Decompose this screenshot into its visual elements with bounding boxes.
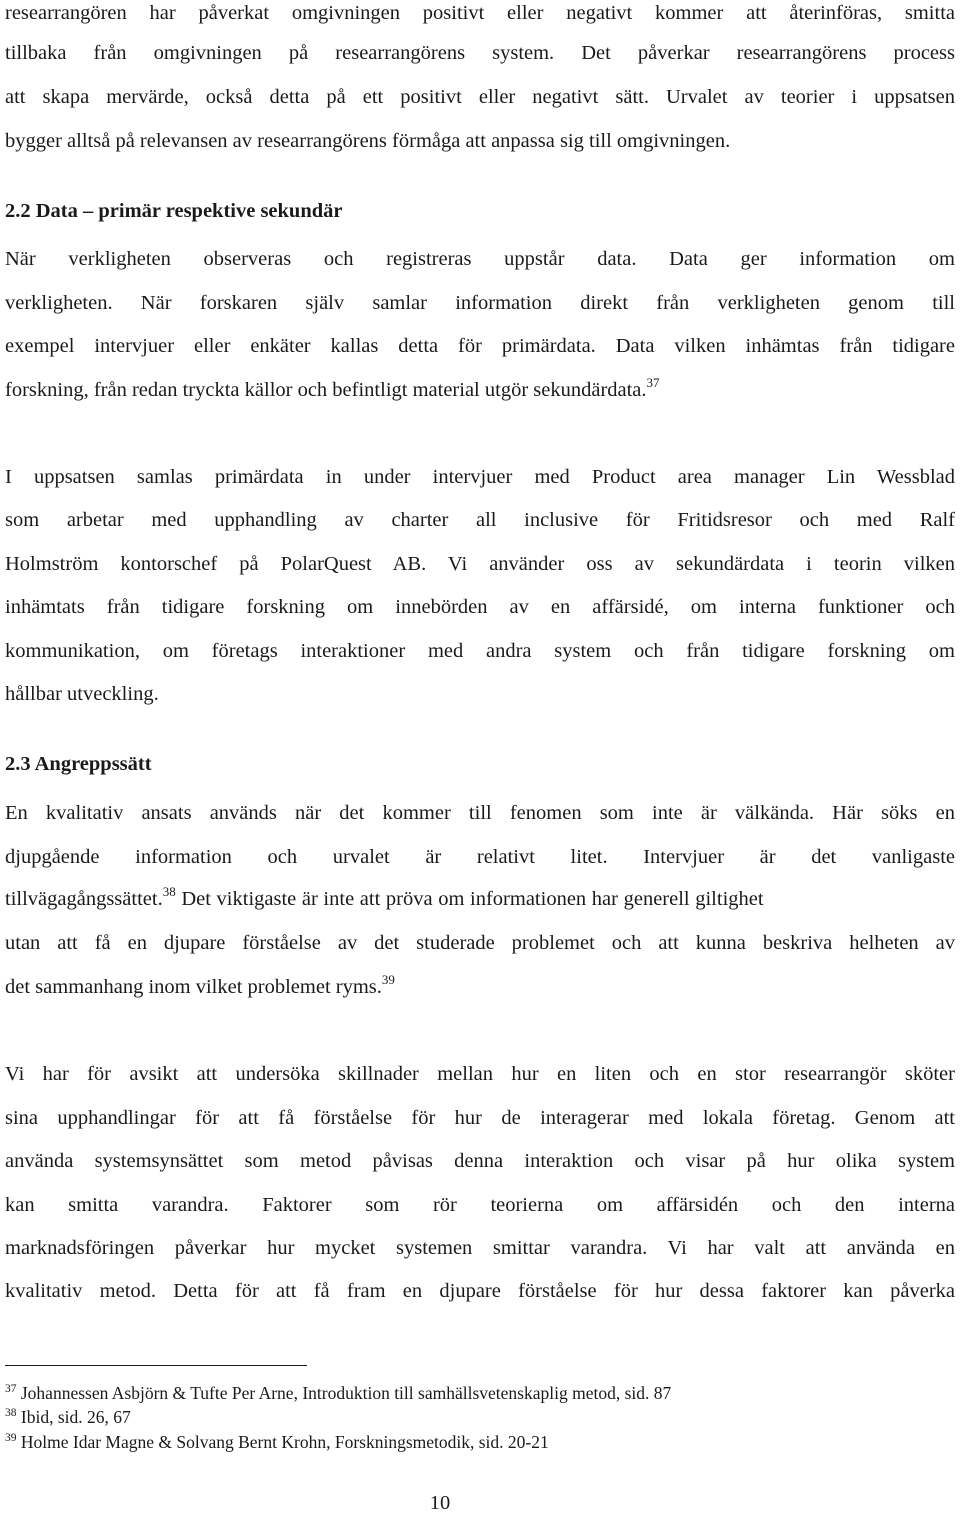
paragraph-line: använda systemsynsättet som metod påvisas denna interaktion och visar på hur olika system bbox=[5, 1150, 955, 1172]
paragraph-line: utan att få en djupare förståelse av det studerade problemet och att kunna beskriva helheten av bbox=[5, 932, 955, 954]
paragraph-line: Vi har för avsikt att undersöka skillnader mellan hur en liten och en stor researrangör sköter bbox=[5, 1063, 955, 1085]
paragraph-line: att skapa mervärde, också detta på ett positivt eller negativt sätt. Urvalet av teorier i uppsatsen bbox=[5, 86, 955, 108]
section-heading: 2.2 Data – primär respektive sekundär bbox=[5, 200, 343, 222]
footnote-number: 39 bbox=[5, 1432, 17, 1444]
footnote-separator bbox=[5, 1365, 307, 1366]
paragraph-line: bygger alltså på relevansen av researrangörens förmåga att anpassa sig till omgivningen. bbox=[5, 130, 731, 152]
paragraph-text: tillvägagångssättet. bbox=[5, 888, 163, 910]
paragraph-text: Det viktigaste är inte att pröva om informationen har generell giltighet bbox=[175, 888, 764, 910]
footnote-text: Johannessen Asbjörn & Tufte Per Arne, Introduktion till samhällsvetenskaplig metod, sid. 87 bbox=[20, 1383, 672, 1403]
paragraph-line: som arbetar med upphandling av charter all inclusive för Fritidsresor och med Ralf bbox=[5, 509, 955, 531]
paragraph-line bbox=[5, 974, 955, 1000]
paragraph-line: sina upphandlingar för att få förståelse för hur de interagerar med lokala företag. Genom att bbox=[5, 1107, 955, 1129]
paragraph-line: exempel intervjuer eller enkäter kallas detta för primärdata. Data vilken inhämtas från tidigare bbox=[5, 335, 955, 357]
paragraph-line bbox=[5, 886, 955, 912]
footnote-number: 38 bbox=[5, 1407, 17, 1419]
footnote-reference: 37 bbox=[646, 375, 660, 390]
footnote bbox=[5, 1406, 131, 1428]
paragraph-line bbox=[5, 377, 955, 403]
paragraph-line: hållbar utveckling. bbox=[5, 683, 159, 705]
paragraph-text: det sammanhang inom vilket problemet ryms. bbox=[5, 976, 382, 998]
paragraph-line: kvalitativ metod. Detta för att få fram en djupare förståelse för hur dessa faktorer kan påverka bbox=[5, 1280, 955, 1302]
footnote-reference: 38 bbox=[162, 884, 176, 899]
paragraph-text: forskning, från redan tryckta källor och befintligt material utgör sekundärdata. bbox=[5, 379, 647, 401]
paragraph-line: En kvalitativ ansats används när det kommer till fenomen som inte är välkända. Här söks en bbox=[5, 802, 955, 824]
paragraph-line: inhämtats från tidigare forskning om innebörden av en affärsidé, om interna funktioner och bbox=[5, 596, 955, 618]
paragraph-line: tillbaka från omgivningen på researrangörens system. Det påverkar researrangörens process bbox=[5, 42, 955, 64]
paragraph-line: djupgående information och urvalet är relativt litet. Intervjuer är det vanligaste bbox=[5, 846, 955, 868]
footnote-number: 37 bbox=[5, 1383, 17, 1395]
page-number: 10 bbox=[429, 1492, 451, 1514]
footnote bbox=[5, 1431, 549, 1453]
paragraph-line: marknadsföringen påverkar hur mycket systemen smittar varandra. Vi har valt att använda en bbox=[5, 1237, 955, 1259]
footnote-text: Holme Idar Magne & Solvang Bernt Krohn, Forskningsmetodik, sid. 20-21 bbox=[20, 1432, 549, 1452]
footnote-reference: 39 bbox=[381, 972, 395, 987]
footnote bbox=[5, 1382, 671, 1404]
paragraph-line: kan smitta varandra. Faktorer som rör teorierna om affärsidén och den interna bbox=[5, 1194, 955, 1216]
paragraph-line: kommunikation, om företags interaktioner med andra system och från tidigare forskning om bbox=[5, 640, 955, 662]
section-heading: 2.3 Angreppssätt bbox=[5, 753, 152, 775]
paragraph-line: Holmström kontorschef på PolarQuest AB. Vi använder oss av sekundärdata i teorin vilken bbox=[5, 553, 955, 575]
paragraph-line: När verkligheten observeras och registreras uppstår data. Data ger information om bbox=[5, 248, 955, 270]
paragraph-line: researrangören har påverkat omgivningen positivt eller negativt kommer att återinföras, smitta bbox=[5, 2, 955, 24]
footnote-text: Ibid, sid. 26, 67 bbox=[20, 1407, 131, 1427]
paragraph-line: I uppsatsen samlas primärdata in under intervjuer med Product area manager Lin Wessblad bbox=[5, 466, 955, 488]
paragraph-line: verkligheten. När forskaren själv samlar information direkt från verkligheten genom till bbox=[5, 292, 955, 314]
